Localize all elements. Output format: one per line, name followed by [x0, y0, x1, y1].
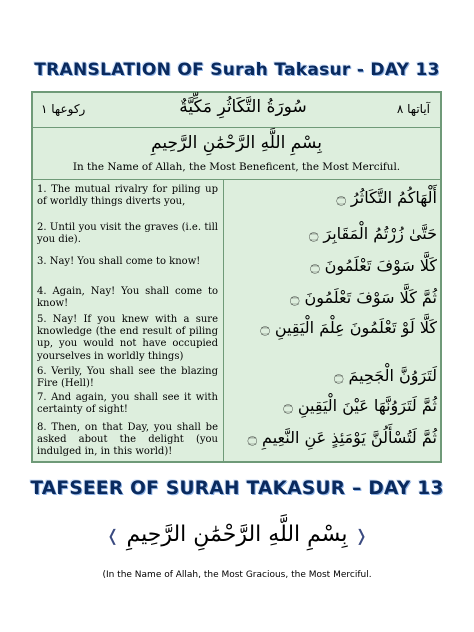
verse-4-arabic: ثُمَّ كَلَّا سَوْفَ تَعْلَمُونَ ۝	[290, 288, 437, 307]
ayah-count: آياتها ٨	[396, 102, 430, 116]
verse-7-translation: 7. And again, you shall see it with certainty of sight!	[37, 392, 218, 416]
verse-3-arabic: كَلَّا سَوْفَ تَعْلَمُونَ ۝	[310, 256, 437, 275]
verse-2-translation: 2. Until you visit the graves (i.e. till you die).	[37, 222, 218, 246]
column-divider	[223, 180, 224, 462]
surah-header	[33, 93, 440, 128]
translation-panel	[31, 91, 442, 463]
ornament-right-icon: ❭	[354, 526, 368, 545]
verse-table	[33, 179, 440, 462]
verse-8-arabic: ثُمَّ لَتُسْأَلُنَّ يَوْمَئِذٍ عَنِ النَّعِيمِ ۝	[247, 428, 437, 447]
tafseer-bismillah-arabic: بِسْمِ اللَّهِ الرَّحْمَٰنِ الرَّحِيمِ	[126, 522, 348, 547]
tafseer-bismillah-english: (In the Name of Allah, the Most Gracious, the Most Merciful.	[102, 570, 372, 580]
verse-6-translation: 6. Verily, You shall see the blazing Fire (Hell)!	[37, 366, 218, 390]
ruku-count: ركوعها ١	[41, 102, 86, 116]
verse-1-arabic: أَلْهَاكُمُ التَّكَاثُرُ ۝	[336, 188, 437, 207]
verse-5-arabic: كَلَّا لَوْ تَعْلَمُونَ عِلْمَ الْيَقِينِ ۝	[260, 318, 437, 337]
verse-6-arabic: لَتَرَوُنَّ الْجَحِيمَ ۝	[333, 366, 437, 385]
ornament-left-icon: ❬	[106, 526, 120, 545]
verse-2-arabic: حَتَّىٰ زُرْتُمُ الْمَقَابِرَ ۝	[308, 224, 437, 243]
bismillah-arabic: بِسْمِ اللَّهِ الرَّحْمَٰنِ الرَّحِيمِ	[151, 133, 322, 153]
bismillah-english: In the Name of Allah, the Most Beneficent, the Most Merciful.	[72, 161, 401, 173]
verse-8-translation: 8. Then, on that Day, you shall be asked about the delight (you indulged in, in this world)!	[37, 422, 218, 458]
verse-5-translation: 5. Nay! If you knew with a sure knowledge (the end result of piling up, you would not have occupied yourselves in worldly things)	[37, 314, 218, 362]
translation-title: TRANSLATION OF Surah Takasur - DAY 13	[34, 60, 440, 80]
tafseer-bismillah	[0, 522, 474, 547]
verse-3-translation: 3. Nay! You shall come to know!	[37, 256, 201, 267]
surah-name: سُورَةُ التَّكَاثُرِ مَكِّيَّةٌ	[179, 97, 307, 117]
tafseer-title: TAFSEER OF SURAH TAKASUR – DAY 13	[30, 478, 444, 499]
verse-1-translation: 1. The mutual rivalry for piling up of worldly things diverts you,	[37, 184, 218, 208]
verse-4-translation: 4. Again, Nay! You shall come to know!	[37, 286, 218, 310]
verse-7-arabic: ثُمَّ لَتَرَوُنَّهَا عَيْنَ الْيَقِينِ ۝	[283, 396, 437, 415]
